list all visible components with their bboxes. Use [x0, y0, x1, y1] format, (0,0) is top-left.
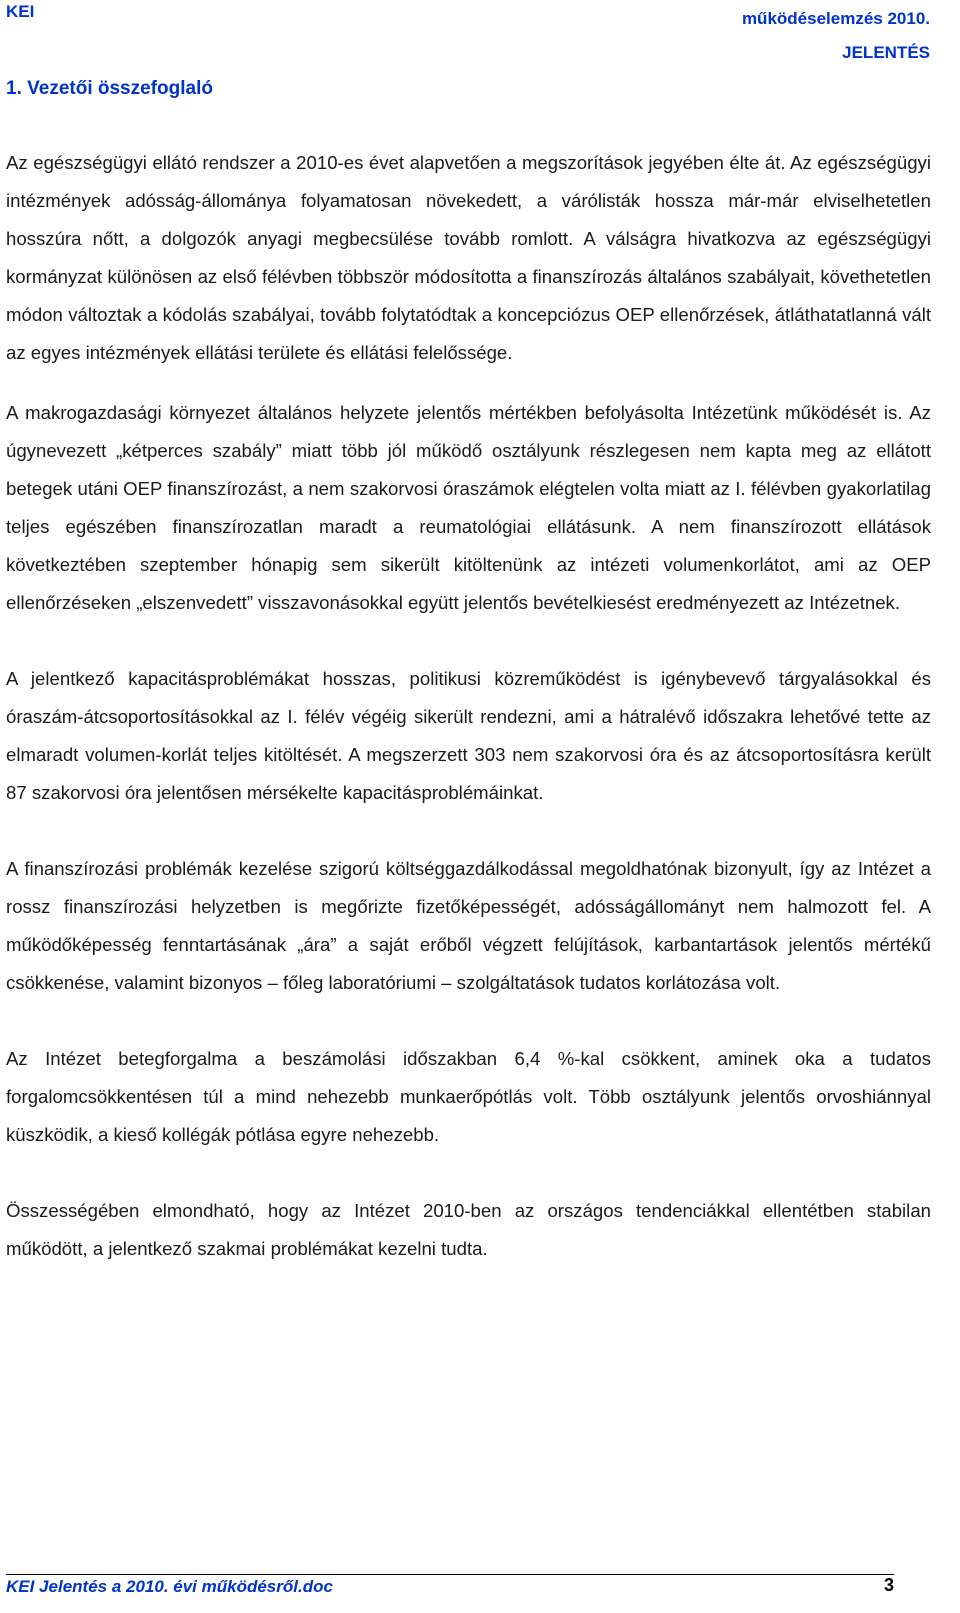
paragraph-2: A makrogazdasági környezet általános helyzete jelentős mértékben befolyásolta Intézetünk működését is. Az úgynevezett „kétperces szabály” miatt több jól működő osztályunk részlegesen nem kapta meg az ellátott betegek utáni OEP finanszírozást, a nem szakorvosi óraszámok elégtelen volta miatt az I. félévben gyakorlatilag teljes egészében finanszírozatlan maradt a reumatológiai ellátásunk. A nem finanszírozott ellátások következtében szeptember hónapig sem sikerült kitöltenünk az intézeti volumenkorlátot, ami az OEP ellenőrzéseken „elszenvedett” visszavonásokkal együtt jelentős bevételkiesést eredményezett az Intézetnek.: [6, 402, 931, 613]
footer-divider: [6, 1574, 894, 1575]
footer-filename: KEI Jelentés a 2010. évi működésről.doc: [6, 1577, 333, 1596]
paragraph-6: Összességében elmondható, hogy az Intézet 2010-ben az országos tendenciákkal ellentétben stabilan működött, a jelentkező szakmai problémákat kezelni tudta.: [6, 1200, 931, 1259]
page-number: 3: [883, 1575, 894, 1595]
header-org-name: KEI: [6, 2, 35, 21]
paragraph-4: A finanszírozási problémák kezelése szigorú költséggazdálkodással megoldhatónak bizonyult, így az Intézet a rossz finanszírozási helyzetben is megőrizte fizetőképességét, adósságállományt nem halmozott fel. A működőképesség fenntartásának „ára” a saját erőből végzett felújítások, karbantartások jelentős mértékű csökkenése, valamint bizonyos – főleg laboratóriumi – szolgáltatások tudatos korlátozása volt.: [6, 858, 931, 993]
header-report-subtitle: működéselemzés 2010.: [741, 9, 930, 28]
header-report-title: [742, 2, 930, 70]
paragraph-5: Az Intézet betegforgalma a beszámolási időszakban 6,4 %-kal csökkent, aminek oka a tudatos forgalomcsökkentésen túl a mind nehezebb munkaerőpótlás volt. Több osztályunk jelentős orvoshiánnyal küszködik, a kieső kollégák pótlása egyre nehezebb.: [6, 1048, 931, 1145]
paragraph-1: Az egészségügyi ellátó rendszer a 2010-es évet alapvetően a megszorítások jegyében élte át. Az egészségügyi intézmények adósság-állománya folyamatosan növekedett, a várólisták hossza már-már elviselhetetlen hosszúra nőtt, a dolgozók anyagi megbecsülése tovább romlott. A válságra hivatkozva az egészségügyi kormányzat különösen az első félévben többször módosította a finanszírozás általános szabályait, követhetetlen módon változtak a kódolás szabályai, tovább folytatódtak a koncepciózus OEP ellenőrzések, átláthatatlanná vált az egyes intézmények ellátási területe és ellátási felelőssége.: [6, 152, 931, 363]
section-title: 1. Vezetői összefoglaló: [6, 78, 213, 99]
document-body: [6, 144, 931, 1268]
paragraph-3: A jelentkező kapacitásproblémákat hosszas, politikusi közreműködést is igénybevevő tárgyalásokkal és óraszám-átcsoportosításokkal az I. félév végéig sikerült rendezni, ami a hátralévő időszakra lehetővé tette az elmaradt volumen-korlát teljes kitöltését. A megszerzett 303 nem szakorvosi óra és az átcsoportosításra került 87 szakorvosi óra jelentősen mérsékelte kapacitásproblémáinkat.: [6, 668, 931, 803]
header-report-label: JELENTÉS: [842, 43, 930, 62]
